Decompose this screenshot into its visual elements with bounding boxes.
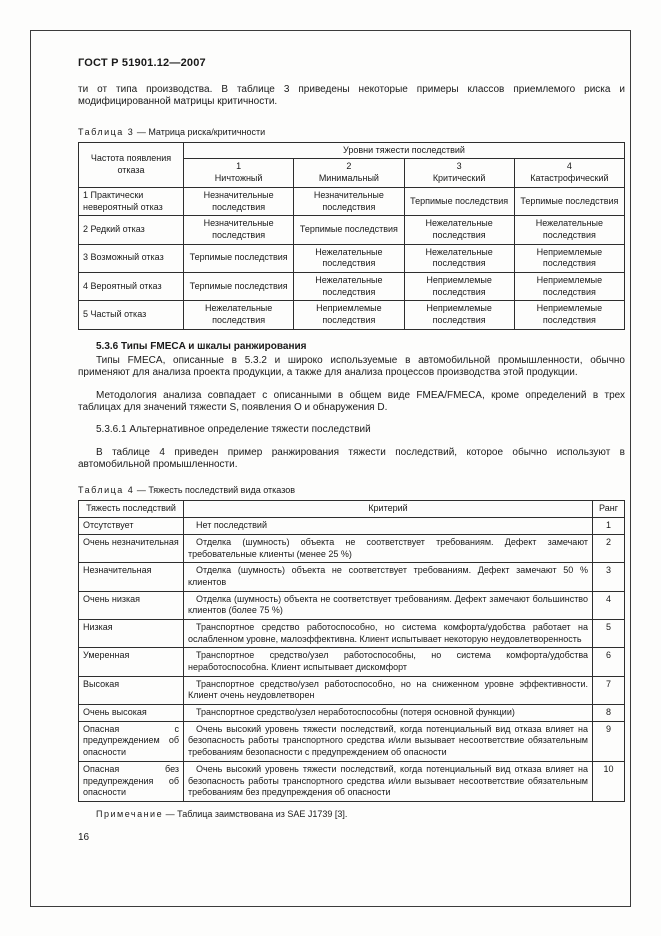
- severity-cell: Опасная с предупреждением об опасности: [79, 721, 184, 761]
- risk-criticality-matrix-table: [78, 142, 625, 330]
- criterion-cell: Нет последствий: [184, 518, 593, 535]
- criterion-cell: Транспортное средство/узел работоспособно, но на сниженном уровне эффективности. Клиент очень неудовлетворен: [184, 676, 593, 704]
- page-number: 16: [78, 831, 90, 843]
- table4-header-row: [79, 501, 625, 518]
- criterion-cell: Очень высокий уровень тяжести последствий, когда потенциальный вид отказа влияет на безопасность работы транспортного средства и/или вызывает несоответствие обязательным требованиям безопасности с предупреждением об опасности: [184, 721, 593, 761]
- table-row: [79, 563, 625, 591]
- matrix-cell: Нежелательные последствия: [184, 301, 294, 329]
- rank-cell: 7: [593, 676, 625, 704]
- section-paragraph: Типы FMECA, описанные в 5.3.2 и широко используемые в автомобильной промышленности, обычно применяют для анализа проекта продукции, а также для анализа процессов производства этой продукции.: [78, 354, 625, 379]
- severity-cell: Опасная без предупреждения об опасности: [79, 761, 184, 801]
- table-row: [79, 705, 625, 722]
- severity-ranking-table: [78, 500, 625, 801]
- page-content: [78, 57, 625, 843]
- matrix-cell: Терпимые последствия: [184, 272, 294, 300]
- severity-level-header: [294, 159, 404, 187]
- matrix-cell: Незначительные последствия: [184, 216, 294, 244]
- severity-level-header: [404, 159, 514, 187]
- rank-cell: 1: [593, 518, 625, 535]
- note-label: Примечание: [96, 808, 164, 819]
- matrix-cell: Нежелательные последствия: [294, 244, 404, 272]
- severity-cell: Низкая: [79, 619, 184, 647]
- table-row: [79, 534, 625, 562]
- severity-cell: Очень высокая: [79, 705, 184, 722]
- note-text: — Таблица заимствована из SAE J1739 [3].: [165, 808, 348, 819]
- criterion-cell: Транспортное средство/узел неработоспособны (потеря основной функции): [184, 705, 593, 722]
- table-row: [79, 591, 625, 619]
- matrix-cell: Нежелательные последствия: [294, 272, 404, 300]
- matrix-cell: Неприемлемые последствия: [294, 301, 404, 329]
- table3-header-row-1: [79, 142, 625, 159]
- criterion-cell: Транспортное средство работоспособно, но система комфорта/удобства работает на ослабленном уровне, малоэффективна. Клиент испытывает некоторую неудовлетворенность: [184, 619, 593, 647]
- severity-level-name: Катастрофический: [530, 173, 609, 184]
- table3-caption-label: Таблица 3: [78, 126, 135, 137]
- frequency-cell: 3 Возможный отказ: [79, 244, 184, 272]
- intro-paragraph: ти от типа производства. В таблице 3 приведены некоторые примеры классов приемлемого риска и модифицированной матрицы критичности.: [78, 84, 625, 108]
- table-row: [79, 676, 625, 704]
- severity-level-header: [184, 159, 294, 187]
- matrix-cell: Неприемлемые последствия: [514, 272, 624, 300]
- criterion-cell: Очень высокий уровень тяжести последствий, когда потенциальный вид отказа влияет на безопасность работы транспортного средства и/или вызывает несоответствие обязательным требованиям без предупреждения об опасности: [184, 761, 593, 801]
- severity-level-name: Ничтожный: [214, 173, 263, 184]
- rank-cell: 4: [593, 591, 625, 619]
- table4-header-severity: Тяжесть последствий: [79, 501, 184, 518]
- table3-header-severity-group: Уровни тяжести последствий: [184, 142, 625, 159]
- table-row: [79, 216, 625, 244]
- criterion-cell: Отделка (шумность) объекта не соответствует требованиям. Дефект замечают 50 % клиентов: [184, 563, 593, 591]
- severity-level-name: Минимальный: [318, 173, 379, 184]
- table3-caption-title: — Матрица риска/критичности: [136, 126, 266, 137]
- table-row: [79, 187, 625, 215]
- rank-cell: 9: [593, 721, 625, 761]
- matrix-cell: Нежелательные последствия: [404, 216, 514, 244]
- table4-caption: [78, 485, 625, 495]
- rank-cell: 2: [593, 534, 625, 562]
- table4-caption-label: Таблица 4: [78, 485, 135, 496]
- severity-cell: Очень незначительная: [79, 534, 184, 562]
- rank-cell: 5: [593, 619, 625, 647]
- table-row: [79, 301, 625, 329]
- frequency-cell: 5 Частый отказ: [79, 301, 184, 329]
- severity-level-number: 3: [456, 161, 462, 172]
- severity-level-number: 4: [566, 161, 572, 172]
- severity-level-name: Критический: [432, 173, 486, 184]
- matrix-cell: Незначительные последствия: [184, 187, 294, 215]
- table3-header-frequency: Частота появления отказа: [79, 142, 184, 187]
- table-row: [79, 244, 625, 272]
- table-row: [79, 648, 625, 676]
- section-heading-5361: 5.3.6.1 Альтернативное определение тяжести последствий: [96, 424, 371, 436]
- severity-cell: Умеренная: [79, 648, 184, 676]
- rank-cell: 10: [593, 761, 625, 801]
- matrix-cell: Неприемлемые последствия: [404, 272, 514, 300]
- matrix-cell: Незначительные последствия: [294, 187, 404, 215]
- table4-header-rank: Ранг: [593, 501, 625, 518]
- matrix-cell: Нежелательные последствия: [514, 216, 624, 244]
- frequency-cell: 1 Практически невероятный отказ: [79, 187, 184, 215]
- criterion-cell: Транспортное средство/узел работоспособны, но система комфорта/удобства неработоспособна. Клиент испытывает дискомфорт: [184, 648, 593, 676]
- document-number: ГОСТ Р 51901.12—2007: [78, 57, 206, 69]
- section-heading-536: 5.3.6 Типы FMECA и шкалы ранжирования: [96, 340, 307, 352]
- section-paragraph: Методология анализа совпадает с описанными в общем виде FMEA/FMECA, кроме определений в трех таблицах для значений тяжести S, появления O и обнаружения D.: [78, 389, 625, 413]
- table-row: [79, 619, 625, 647]
- section-paragraph: В таблице 4 приведен пример ранжирования тяжести последствий, которое обычно используют в автомобильной промышленности.: [78, 446, 625, 471]
- table-row: [79, 272, 625, 300]
- matrix-cell: Неприемлемые последствия: [404, 301, 514, 329]
- matrix-cell: Терпимые последствия: [294, 216, 404, 244]
- rank-cell: 3: [593, 563, 625, 591]
- severity-level-number: 1: [236, 161, 242, 172]
- table3-caption: [78, 127, 625, 137]
- table4-caption-title: — Тяжесть последствий вида отказов: [136, 485, 296, 496]
- table-row: [79, 721, 625, 761]
- frequency-cell: 4 Вероятный отказ: [79, 272, 184, 300]
- table-row: [79, 518, 625, 535]
- matrix-cell: Терпимые последствия: [184, 244, 294, 272]
- table4-header-criterion: Критерий: [184, 501, 593, 518]
- severity-cell: Высокая: [79, 676, 184, 704]
- severity-level-number: 2: [346, 161, 352, 172]
- rank-cell: 6: [593, 648, 625, 676]
- matrix-cell: Неприемлемые последствия: [514, 301, 624, 329]
- table-row: [79, 761, 625, 801]
- frequency-cell: 2 Редкий отказ: [79, 216, 184, 244]
- matrix-cell: Терпимые последствия: [514, 187, 624, 215]
- severity-cell: Отсутствует: [79, 518, 184, 535]
- matrix-cell: Терпимые последствия: [404, 187, 514, 215]
- matrix-cell: Нежелательные последствия: [404, 244, 514, 272]
- severity-level-header: [514, 159, 624, 187]
- rank-cell: 8: [593, 705, 625, 722]
- matrix-cell: Неприемлемые последствия: [514, 244, 624, 272]
- criterion-cell: Отделка (шумность) объекта не соответствует требованиям. Дефект замечают большинство клиентов (более 75 %): [184, 591, 593, 619]
- criterion-cell: Отделка (шумность) объекта не соответствует требованиям. Дефект замечают требовательные клиенты (менее 25 %): [184, 534, 593, 562]
- table4-note: [78, 809, 625, 819]
- severity-cell: Очень низкая: [79, 591, 184, 619]
- severity-cell: Незначительная: [79, 563, 184, 591]
